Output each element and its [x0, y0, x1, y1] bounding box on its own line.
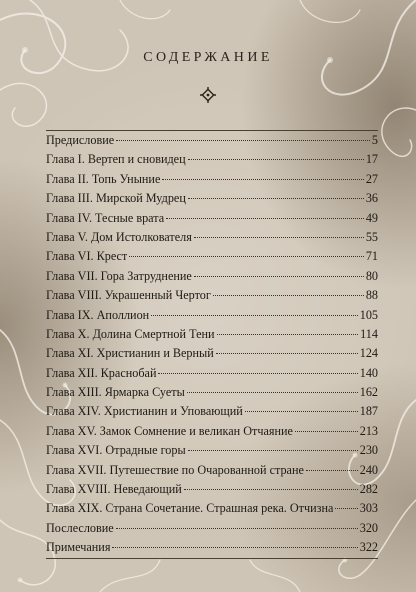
- toc-entry[interactable]: [46, 228, 378, 247]
- toc-entry-page: 320: [359, 520, 378, 535]
- toc-entry-page: 230: [359, 443, 378, 458]
- toc-entry-page: 36: [365, 191, 378, 206]
- dot-leader: [194, 236, 364, 238]
- toc-entry-title: Предисловие: [46, 133, 115, 147]
- dot-leader: [245, 410, 358, 412]
- toc-entry-title: Глава IV. Тесные врата: [46, 210, 165, 225]
- dot-leader: [151, 314, 358, 316]
- toc-entry-title: Глава XI. Христианин и Верный: [46, 346, 214, 361]
- toc-entry[interactable]: [46, 383, 378, 402]
- toc-entry[interactable]: [46, 461, 378, 480]
- toc-entry[interactable]: [46, 402, 378, 421]
- toc-entry-title: Глава XIV. Христианин и Уповающий: [46, 404, 243, 419]
- toc-entry-title: Глава II. Топь Уныние: [46, 171, 161, 186]
- dot-leader: [295, 430, 358, 432]
- toc-entry-title: Глава X. Долина Смертной Тени: [46, 326, 215, 341]
- toc-entry[interactable]: [46, 150, 378, 169]
- toc-entry-title: Глава XIX. Страна Сочетание. Страшная река. Отчизна: [46, 501, 334, 516]
- toc-entry[interactable]: [46, 131, 378, 150]
- toc-entry-page: 303: [359, 501, 378, 516]
- toc-entry-title: Глава I. Вертеп и сновидец: [46, 152, 186, 167]
- toc-entry-page: 187: [359, 404, 378, 419]
- toc-entry-page: 240: [359, 462, 378, 477]
- dot-leader: [158, 372, 357, 374]
- toc-entry-title: Глава XVII. Путешествие по Очарованной стране: [46, 462, 304, 477]
- dot-leader: [213, 294, 364, 296]
- toc-entry-title: Послесловие: [46, 520, 114, 535]
- toc-entry[interactable]: [46, 480, 378, 499]
- dot-leader: [129, 255, 364, 257]
- toc-entry-page: 49: [365, 210, 378, 225]
- toc-entry[interactable]: [46, 344, 378, 363]
- toc-entry-title: Глава VI. Крест: [46, 249, 128, 264]
- toc-entry-page: 55: [365, 229, 378, 244]
- toc-entry-page: 71: [365, 249, 378, 264]
- toc-entry[interactable]: [46, 247, 378, 266]
- toc-entry-page: 105: [359, 307, 378, 322]
- toc-entry[interactable]: [46, 364, 378, 383]
- toc-entry-page: 17: [365, 152, 378, 167]
- toc-entry[interactable]: [46, 286, 378, 305]
- dot-leader: [184, 488, 358, 490]
- dot-leader: [188, 449, 358, 451]
- toc-entry-page: 114: [360, 326, 378, 341]
- dot-leader: [162, 178, 363, 180]
- dot-leader: [194, 275, 364, 277]
- dot-leader: [188, 158, 364, 160]
- toc-entry-title: Примечания: [46, 540, 111, 555]
- dot-leader: [187, 391, 358, 393]
- toc-entry-page: 213: [359, 423, 378, 438]
- flourish-ornament-icon: [199, 86, 217, 104]
- toc-entry-title: Глава IX. Аполлион: [46, 307, 150, 322]
- toc-entry-page: 162: [359, 385, 378, 400]
- toc-entry-title: Глава XV. Замок Сомнение и великан Отчаяние: [46, 423, 293, 438]
- toc-entry[interactable]: [46, 422, 378, 441]
- toc-entry-page: 322: [359, 540, 378, 555]
- dot-leader: [335, 507, 357, 509]
- toc-entry-title: Глава III. Мирской Мудрец: [46, 191, 186, 206]
- toc-entry-title: Глава XII. Краснобай: [46, 365, 157, 380]
- dot-leader: [116, 527, 358, 529]
- toc-entry-page: 80: [365, 268, 378, 283]
- toc-entry-title: Глава XVI. Отрадные горы: [46, 443, 186, 458]
- toc-entry[interactable]: [46, 170, 378, 189]
- dot-leader: [188, 197, 364, 199]
- toc-entry[interactable]: [46, 499, 378, 518]
- dot-leader: [217, 333, 359, 335]
- toc-entry[interactable]: [46, 306, 378, 325]
- toc-entry-title: Глава VIII. Украшенный Чертог: [46, 288, 211, 303]
- toc-entry[interactable]: [46, 267, 378, 286]
- toc-entry-page: 140: [359, 365, 378, 380]
- toc-entry[interactable]: [46, 441, 378, 460]
- dot-leader: [216, 352, 358, 354]
- toc-entry[interactable]: [46, 519, 378, 538]
- dot-leader: [306, 469, 358, 471]
- toc-entry-page: 282: [359, 482, 378, 497]
- toc-entry[interactable]: [46, 538, 378, 557]
- toc-entry-page: 5: [371, 133, 378, 147]
- table-of-contents: [46, 131, 378, 558]
- dot-leader: [116, 139, 370, 141]
- dot-leader: [166, 217, 364, 219]
- toc-entry-page: 27: [365, 171, 378, 186]
- toc-entry-title: Глава XVIII. Неведающий: [46, 482, 182, 497]
- contents-heading: СОДЕРЖАНИЕ: [143, 50, 273, 65]
- toc-entry-page: 124: [359, 346, 378, 361]
- toc-entry[interactable]: [46, 209, 378, 228]
- toc-entry-title: Глава VII. Гора Затруднение: [46, 268, 192, 283]
- bottom-rule: [46, 558, 378, 559]
- toc-entry[interactable]: [46, 325, 378, 344]
- toc-entry[interactable]: [46, 189, 378, 208]
- toc-entry-page: 88: [365, 288, 378, 303]
- toc-entry-title: Глава V. Дом Истолкователя: [46, 229, 192, 244]
- toc-entry-title: Глава XIII. Ярмарка Суеты: [46, 385, 185, 400]
- dot-leader: [112, 546, 357, 548]
